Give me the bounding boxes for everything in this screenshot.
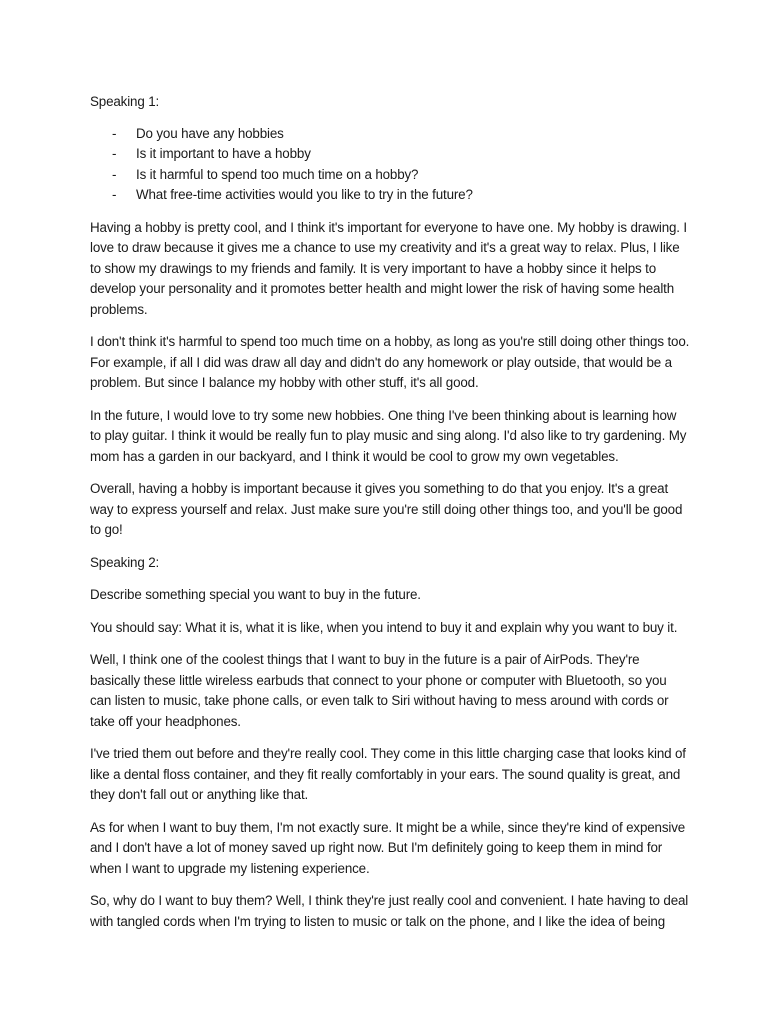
answer-paragraph: As for when I want to buy them, I'm not exactly sure. It might be a while, since they're kind of expensive and I don't have a lot of money saved up right now. But I'm definitely going to keep them in mind for when I want to upgrade my listening experience. bbox=[90, 819, 686, 876]
document-page bbox=[90, 92, 690, 944]
answer-paragraph: So, why do I want to buy them? Well, I think they're just really cool and convenient. I hate having to deal with tangled cords when I'm trying to listen to music or talk on the phone, and I like the idea of being bbox=[90, 893, 689, 929]
question-item bbox=[90, 165, 690, 186]
bullet-dash: - bbox=[112, 125, 117, 141]
question-list bbox=[90, 124, 690, 206]
question-item bbox=[90, 144, 690, 165]
question-text: Do you have any hobbies bbox=[136, 125, 284, 141]
bullet-dash: - bbox=[112, 146, 117, 161]
section2-should-say: You should say: What it is, what it is like, when you intend to buy it and explain why you want to buy it. bbox=[90, 619, 678, 635]
answer-paragraph: Well, I think one of the coolest things that I want to buy in the future is a pair of AirPods. They're basically these little wireless earbuds that connect to your phone or computer with Bluetooth, so you can listen to music, take phone calls, or even talk to Siri without having to mess around with cords or take off your headphones. bbox=[90, 652, 669, 729]
question-text: What free-time activities would you like to try in the future? bbox=[136, 187, 473, 202]
question-item bbox=[90, 124, 690, 145]
question-item bbox=[90, 185, 690, 206]
answer-paragraph: I've tried them out before and they're really cool. They come in this little charging case that looks kind of like a dental floss container, and they fit really comfortably in your ears. The sound quality is great, and they don't fall out or anything like that. bbox=[90, 746, 686, 802]
question-text: Is it important to have a hobby bbox=[136, 146, 311, 161]
answer-paragraph: Overall, having a hobby is important because it gives you something to do that you enjoy. It's a great way to express yourself and relax. Just make sure you're still doing other things too, and you'll be good to go! bbox=[90, 481, 683, 537]
bullet-dash: - bbox=[112, 187, 117, 202]
section2-heading: Speaking 2: bbox=[90, 554, 160, 570]
answer-paragraph: In the future, I would love to try some new hobbies. One thing I've been thinking about is learning how to play guitar. I think it would be really fun to play music and sing along. I'd also like to try gardening. My mom has a garden in our backyard, and I think it would be cool to grow my own vegetables. bbox=[90, 407, 687, 464]
answer-paragraph: I don't think it's harmful to spend too much time on a hobby, as long as you're still doing other things too. For example, if all I did was draw all day and didn't do any homework or play outside, that would be a problem. But since I balance my hobby with other stuff, it's all good. bbox=[90, 334, 690, 390]
section2-prompt: Describe something special you want to buy in the future. bbox=[90, 587, 421, 602]
section1-heading: Speaking 1: bbox=[90, 94, 160, 109]
answer-paragraph: Having a hobby is pretty cool, and I think it's important for everyone to have one. My hobby is drawing. I love to draw because it gives me a chance to use my creativity and it's a great way to relax. Plus, I like to show my drawings to my friends and family. It is very important to have a hobby since it helps to develop your personality and it promotes better health and might lower the risk of having some health problems. bbox=[90, 219, 687, 317]
bullet-dash: - bbox=[112, 166, 117, 182]
question-text: Is it harmful to spend too much time on a hobby? bbox=[136, 166, 419, 182]
